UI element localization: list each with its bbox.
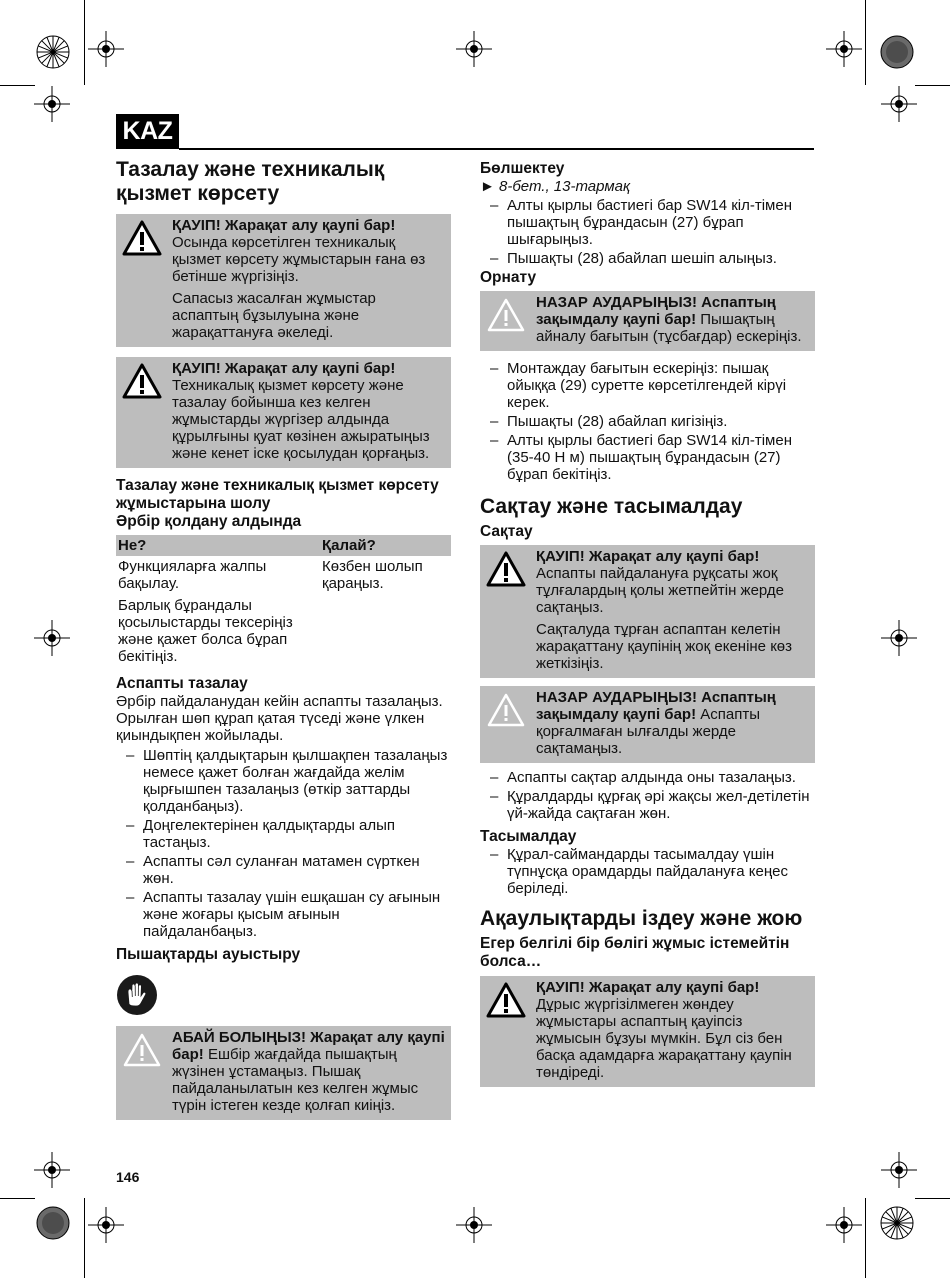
- table-header-how: Қалай?: [320, 535, 451, 556]
- table-cell: Функцияларға жалпы бақылау.: [118, 558, 267, 592]
- starburst-target-icon: [36, 35, 70, 69]
- install-list: [480, 360, 815, 483]
- section-title-storage: Сақтау және тасымалдау: [480, 495, 743, 518]
- list-item: – Аспапты сақтар алдында оны тазалаңыз.: [490, 769, 796, 786]
- clean-list: [116, 747, 451, 940]
- list-item-text: Шөптің қалдықтарын қылшақпен тазалаңыз немесе қажет болған жағдайда желім қырғышпен тазалаңыз (өткір заттарды қолданбаңыз).: [143, 747, 448, 815]
- gloves-icon: [116, 974, 158, 1016]
- registration-mark-icon: [34, 86, 70, 122]
- transport-subtitle: Тасымалдау: [480, 828, 577, 845]
- list-item-text: Аспапты тазалау үшін ешқашан су ағынын және жоғары қысым ағынын пайдаланбаңыз.: [143, 889, 441, 940]
- warning-heading: ҚАУІП! Жарақат алу қаупі бар!: [536, 548, 760, 565]
- warning-text: Ешбір жағдайда пышақтың жүзінен ұстамаңыз. Пышақ пайдаланылатын кез келген жұмыс түрін істеген кезде қолғап киіңіз.: [172, 1046, 419, 1114]
- list-item: – Пышақты (28) абайлап шешіп алыңыз.: [490, 250, 777, 267]
- registration-mark-icon: [88, 31, 124, 67]
- warning-text: Техникалық қызмет көрсету және тазалау бойынша кез келген жұмыстарды жүргізер алдында құрылғыны қуат көзінен ажыратыңыз және кенет іске қосылудан қорғаңыз.: [172, 377, 430, 462]
- trim-line: [0, 85, 35, 86]
- registration-mark-icon: [34, 620, 70, 656]
- disassembly-title: Бөлшектеу: [480, 160, 565, 177]
- trim-line: [915, 85, 950, 86]
- registration-mark-icon: [881, 1152, 917, 1188]
- right-column: [480, 160, 815, 1087]
- table-cell: [320, 595, 451, 668]
- warning-heading: НАЗАР АУДАРЫҢЫЗ! Аспаптың зақымдалу қаупі бар!: [536, 689, 776, 723]
- list-item-text: Алты қырлы бастиегі бар SW14 кіл-тімен пышақтың бұрандасын (27) бұрап шығарыңыз.: [507, 197, 792, 248]
- caution-box: [480, 686, 815, 763]
- warning-text: Сапасыз жасалған жұмыстар аспаптың бұзылуына және жарақаттануға әкеледі.: [172, 290, 376, 341]
- left-column: [116, 158, 451, 1120]
- maintenance-table: [116, 535, 451, 668]
- registration-mark-icon: [34, 1152, 70, 1188]
- gray-target-icon: [880, 35, 914, 69]
- page-number: 146: [116, 1169, 140, 1185]
- warning-text: Пышақтың айналу бағытын (тұсбағдар) ескеріңіз.: [536, 311, 802, 345]
- list-item-text: Пышақты (28) абайлап кигізіңіз.: [507, 413, 728, 430]
- list-item-text: Аспапты сақтар алдында оны тазалаңыз.: [507, 769, 796, 786]
- troubleshooting-subtitle: Егер белгілі бір бөлігі жұмыс істемейтін болса…: [480, 935, 790, 970]
- warning-heading: ҚАУІП! Жарақат алу қаупі бар!: [172, 360, 396, 377]
- danger-triangle-icon: [122, 220, 162, 256]
- caution-triangle-icon: [122, 1032, 162, 1068]
- list-item: – Монтаждау бағытын ескеріңіз: пышақ ойыққа (29) суретте көрсетілгендей кірүі керек.: [490, 360, 787, 411]
- registration-mark-icon: [881, 86, 917, 122]
- list-item: – Шөптің қалдықтарын қылшақпен тазалаңыз немесе қажет болған жағдайда желім қырғышпен тазалаңыз (өткір заттарды қолданбаңыз).: [126, 747, 448, 815]
- danger-box: [480, 976, 815, 1087]
- overview-title: Тазалау және техникалық қызмет көрсету жұмыстарына шолу: [116, 477, 439, 512]
- list-item-text: Құрал-саймандарды тасымалдау үшін түпнұсқа орамдарды пайдалануға кеңес беріледі.: [507, 846, 788, 897]
- registration-mark-icon: [826, 31, 862, 67]
- list-item-text: Пышақты (28) абайлап шешіп алыңыз.: [507, 250, 777, 267]
- storage-subtitle: Сақтау: [480, 523, 533, 540]
- list-item: – Алты қырлы бастиегі бар SW14 кіл-тімен пышақтың бұрандасын (27) бұрап шығарыңыз.: [490, 197, 792, 248]
- list-item: – Аспапты тазалау үшін ешқашан су ағынын және жоғары қысым ағынын пайдаланбаңыз.: [126, 889, 441, 940]
- registration-mark-icon: [88, 1207, 124, 1243]
- warning-heading: ҚАУІП! Жарақат алу қаупі бар!: [172, 217, 396, 234]
- before-use-subtitle: Әрбір қолдану алдында: [116, 513, 302, 530]
- trim-line: [0, 1198, 35, 1199]
- list-item: – Доңгелектерінен қалдықтарды алып тастаңыз.: [126, 817, 396, 851]
- table-header-what: Не?: [116, 535, 320, 556]
- table-cell: Көзбен шолып қараңыз.: [322, 558, 423, 592]
- registration-mark-icon: [826, 1207, 862, 1243]
- list-item: – Алты қырлы бастиегі бар SW14 кіл-тімен (35-40 Н м) пышақтың бұрандасын (27) бұрап бекітіңіз.: [490, 432, 792, 483]
- page-reference: ► 8-бет., 13-тармақ: [480, 178, 631, 195]
- danger-box: [116, 357, 451, 468]
- table-row: [116, 556, 451, 595]
- warning-heading: НАЗАР АУДАРЫҢЫЗ! Аспаптың зақымдалу қаупі бар!: [536, 294, 776, 328]
- storage-list: [480, 769, 815, 822]
- danger-box: [480, 545, 815, 678]
- caution-triangle-icon: [486, 692, 526, 728]
- trim-line: [84, 1198, 85, 1278]
- section-title-cleaning: Тазалау және техникалық қызмет көрсету: [116, 158, 385, 205]
- registration-mark-icon: [881, 620, 917, 656]
- gray-target-icon: [36, 1206, 70, 1240]
- list-item-text: Алты қырлы бастиегі бар SW14 кіл-тімен (35-40 Н м) пышақтың бұрандасын (27) бұрап бекітіңіз.: [507, 432, 792, 483]
- transport-list: [480, 846, 815, 897]
- danger-triangle-icon: [486, 982, 526, 1018]
- install-title: Орнату: [480, 269, 537, 286]
- warning-text: Аспапты қорғалмаған ылғалды жерде сақтамаңыз.: [536, 706, 760, 757]
- danger-triangle-icon: [122, 363, 162, 399]
- danger-triangle-icon: [486, 551, 526, 587]
- list-item-text: Аспапты сәл суланған матамен сүрткен жөн.: [143, 853, 420, 887]
- warning-text: Дұрыс жүргізілмеген жөндеу жұмыстары аспаптың қауіпсіз жұмысын бұзуы мүмкін. Бұл сіз бен басқа адамдарға жарақаттану қаупін төндіреді.: [536, 996, 792, 1081]
- disassembly-list: [480, 197, 815, 267]
- list-item: – Құралдарды құрғақ әрі жақсы жел-детілетін үй-жайда сақтаған жөн.: [490, 788, 810, 822]
- language-tag: KAZ: [116, 114, 179, 149]
- list-item: – Пышақты (28) абайлап кигізіңіз.: [490, 413, 728, 430]
- trim-line: [84, 0, 85, 85]
- caution-box: [116, 1026, 451, 1120]
- clean-title: Аспапты тазалау: [116, 675, 248, 692]
- warning-text: Осында көрсетілген техникалық қызмет көрсету жұмыстарын ғана өз бетінше жүргізіңіз.: [172, 234, 426, 285]
- trim-line: [915, 1198, 950, 1199]
- caution-box: [480, 291, 815, 351]
- warning-text: Аспапты пайдалануға рұқсаты жоқ тұлғалардың қолы жетпейтін жерде сақтаңыз.: [536, 565, 785, 616]
- clean-text: Әрбір пайдаланудан кейін аспапты тазалаңыз. Орылған шөп құрап қатая түседі және үлкен қиындықпен жойылады.: [116, 693, 443, 744]
- header-rule: [179, 148, 814, 150]
- section-title-troubleshooting: Ақаулықтарды іздеу және жою: [480, 907, 803, 930]
- warning-heading: АБАЙ БОЛЫҢЫЗ! Жарақат алу қаупі бар!: [172, 1029, 445, 1063]
- registration-mark-icon: [456, 1207, 492, 1243]
- registration-mark-icon: [456, 31, 492, 67]
- warning-heading: ҚАУІП! Жарақат алу қаупі бар!: [536, 979, 760, 996]
- table-cell: Барлық бұрандалы қосылыстарды тексеріңіз және қажет болса бұрап бекітіңіз.: [118, 597, 293, 665]
- warning-text: Сақталуда тұрған аспаптан келетін жарақаттану қаупінің жоқ екеніне көз жеткізіңіз.: [536, 621, 792, 672]
- trim-line: [865, 0, 866, 85]
- caution-triangle-icon: [486, 297, 526, 333]
- list-item: – Құрал-саймандарды тасымалдау үшін түпнұсқа орамдарды пайдалануға кеңес беріледі.: [490, 846, 788, 897]
- table-row: [116, 595, 451, 668]
- list-item-text: Құралдарды құрғақ әрі жақсы жел-детілетін үй-жайда сақтаған жөн.: [507, 788, 810, 822]
- list-item-text: Монтаждау бағытын ескеріңіз: пышақ ойыққа (29) суретте көрсетілгендей кірүі керек.: [507, 360, 787, 411]
- danger-box: [116, 214, 451, 347]
- list-item: – Аспапты сәл суланған матамен сүрткен жөн.: [126, 853, 420, 887]
- blades-title: Пышақтарды ауыстыру: [116, 946, 301, 963]
- starburst-target-icon: [880, 1206, 914, 1240]
- list-item-text: Доңгелектерінен қалдықтарды алып тастаңыз.: [143, 817, 396, 851]
- trim-line: [865, 1198, 866, 1278]
